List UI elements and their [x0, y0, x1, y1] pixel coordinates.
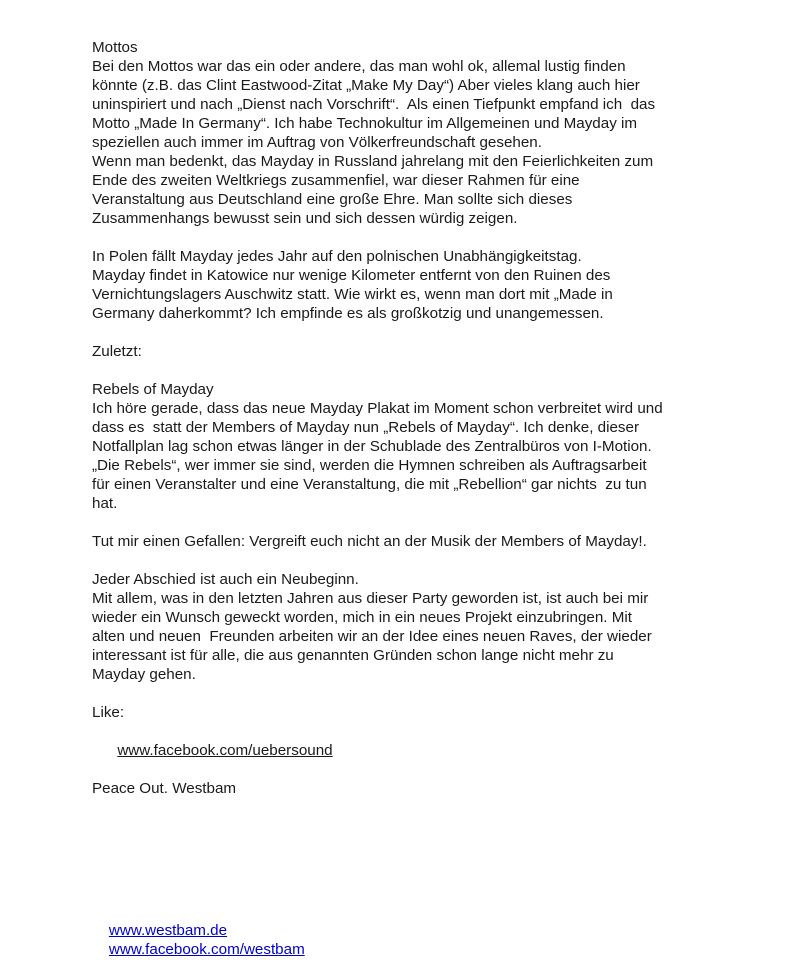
westbam-website-link[interactable]: www.westbam.de: [108, 922, 228, 939]
blank-line: [92, 228, 752, 247]
paragraph-line: wieder ein Wunsch geweckt worden, mich in ein neues Projekt einzubringen. Mit: [92, 609, 632, 626]
paragraph-line: Veranstaltung aus Deutschland eine große Ehre. Man sollte sich dieses: [92, 191, 573, 208]
blank-line: [92, 323, 752, 342]
request-line: Tut mir einen Gefallen: Vergreift euch nicht an der Musik der Members of Mayday!.: [92, 533, 647, 550]
paragraph-line: Wenn man bedenkt, das Mayday in Russland jahrelang mit den Feierlichkeiten zum: [92, 153, 654, 170]
paragraph-line: hat.: [92, 495, 118, 512]
blank-line: [92, 684, 752, 703]
rebels-heading: Rebels of Mayday: [92, 381, 214, 398]
paragraph-line: Motto „Made In Germany“. Ich habe Technokultur im Allgemeinen und Mayday im: [92, 115, 638, 132]
blank-line: [92, 361, 752, 380]
paragraph-line: Mayday gehen.: [92, 666, 196, 683]
like-link-line: [92, 722, 752, 759]
westbam-facebook-link[interactable]: www.facebook.com/westbam: [108, 941, 305, 958]
document-body: [92, 38, 752, 798]
mottos-heading: Mottos: [92, 39, 138, 56]
paragraph-line: dass es statt der Members of Mayday nun „Rebels of Mayday“. Ich denke, dieser: [92, 419, 640, 436]
paragraph-line: könnte (z.B. das Clint Eastwood-Zitat „Make My Day“) Aber vieles klang auch hier: [92, 77, 640, 94]
paragraph-line: Notfallplan lag schon etwas länger in der Schublade des Zentralbüros von I-Motion.: [92, 438, 652, 455]
zuletzt-label: Zuletzt:: [92, 343, 142, 360]
poland-paragraph: [92, 247, 752, 323]
paragraph-line: interessant ist für alle, die aus genannten Gründen schon lange nicht mehr zu: [92, 647, 614, 664]
mottos-section: [92, 38, 752, 228]
paragraph-line: speziellen auch immer im Auftrag von Völkerfreundschaft gesehen.: [92, 134, 542, 151]
paragraph-line: Mit allem, was in den letzten Jahren aus dieser Party geworden ist, ist auch bei mir: [92, 590, 649, 607]
blank-line: [92, 760, 752, 779]
signoff: Peace Out. Westbam: [92, 780, 237, 797]
footer-links: [92, 902, 692, 958]
paragraph-line: Ich höre gerade, dass das neue Mayday Plakat im Moment schon verbreitet wird und: [92, 400, 663, 417]
farewell-paragraph: [92, 570, 752, 684]
paragraph-line: „Die Rebels“, wer immer sie sind, werden die Hymnen schreiben als Auftragsarbeit: [92, 457, 647, 474]
paragraph-line: uninspiriert und nach „Dienst nach Vorschrift“. Als einen Tiefpunkt empfand ich das: [92, 96, 656, 113]
paragraph-line: Ende des zweiten Weltkriegs zusammenfiel, war dieser Rahmen für eine: [92, 172, 580, 189]
paragraph-line: Germany daherkommt? Ich empfinde es als großkotzig und unangemessen.: [92, 305, 604, 322]
uebersound-facebook-link[interactable]: www.facebook.com/uebersound: [117, 742, 333, 759]
paragraph-line: In Polen fällt Mayday jedes Jahr auf den polnischen Unabhängigkeitstag.: [92, 248, 582, 265]
paragraph-line: Jeder Abschied ist auch ein Neubeginn.: [92, 571, 359, 588]
paragraph-line: Vernichtungslagers Auschwitz statt. Wie wirkt es, wenn man dort mit „Made in: [92, 286, 613, 303]
blank-line: [92, 513, 752, 532]
blank-line: [92, 551, 752, 570]
rebels-section: [92, 380, 752, 513]
like-block: [92, 703, 752, 759]
footer-link-line: [92, 902, 692, 939]
paragraph-line: für einen Veranstalter und eine Veranstaltung, die mit „Rebellion“ gar nichts zu tun: [92, 476, 647, 493]
paragraph-line: Zusammenhangs bewusst sein und sich dessen würdig zeigen.: [92, 210, 518, 227]
paragraph-line: Bei den Mottos war das ein oder andere, das man wohl ok, allemal lustig finden: [92, 58, 626, 75]
paragraph-line: Mayday findet in Katowice nur wenige Kilometer entfernt von den Ruinen des: [92, 267, 611, 284]
paragraph-line: alten und neuen Freunden arbeiten wir an der Idee eines neuen Raves, der wieder: [92, 628, 652, 645]
like-label: Like:: [92, 704, 125, 721]
